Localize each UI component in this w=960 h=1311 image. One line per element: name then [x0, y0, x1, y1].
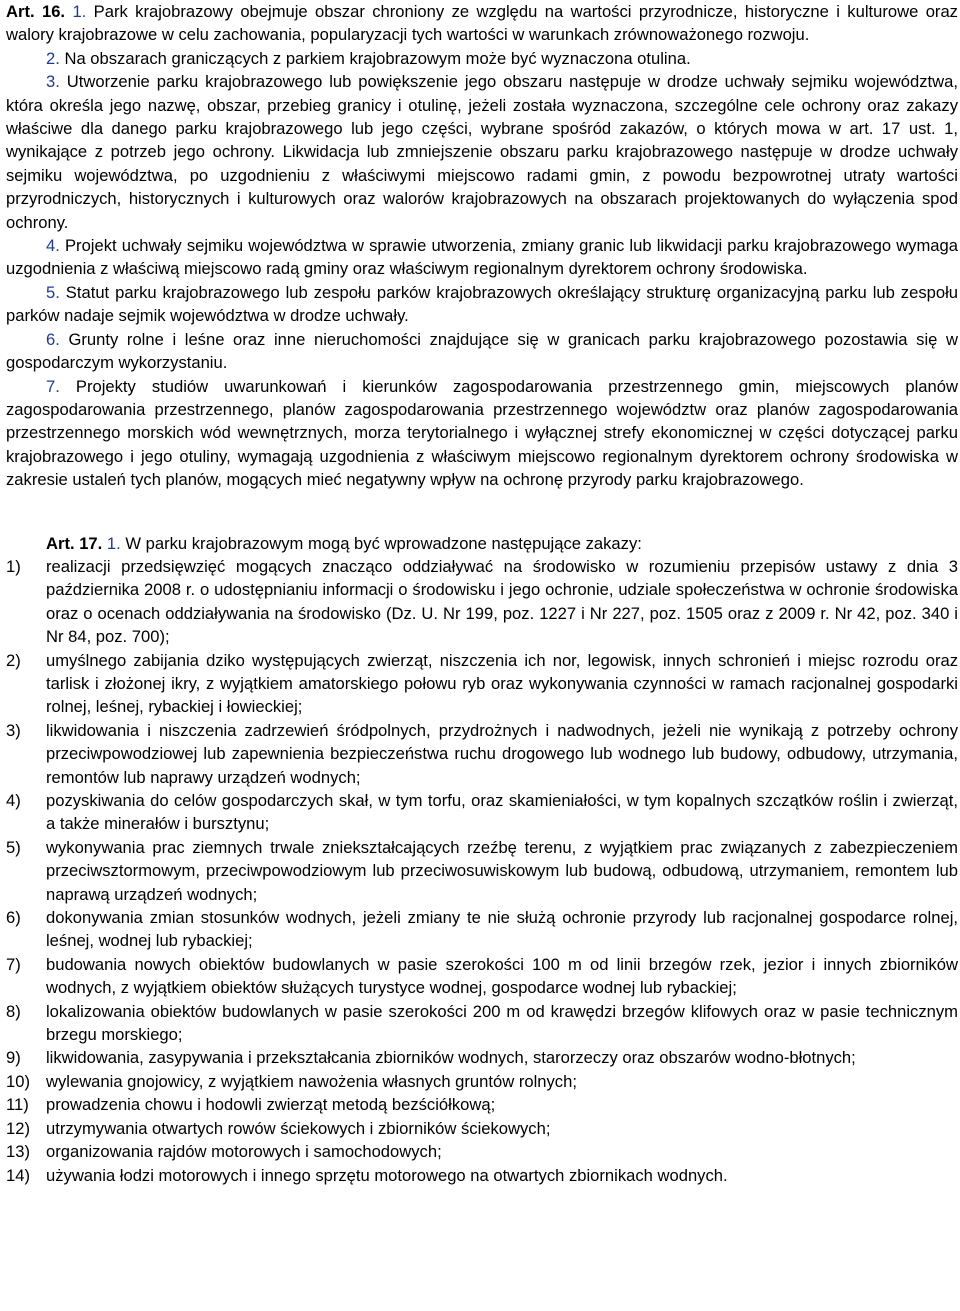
- art16-par2: [6, 47, 958, 70]
- list-item: [6, 649, 958, 719]
- art17-par1-number: 1.: [106, 533, 121, 553]
- art16-par3-text: Utworzenie parku krajobrazowego lub powiększenie jego obszaru następuje w drodze uchwały sejmiku województwa, która określa jego nazwę, obszar, przebieg granicy i otulinę, jeżeli została wyznaczona, szczególne cele ochrony oraz zakazy właściwe dla danego parku krajobrazowego lub jego części, wybrane spośród zakazów, o których mowa w art. 17 ust. 1, wynikające z potrzeb jego ochrony. Likwidacja lub zmniejszenie obszaru parku krajobrazowego następuje w drodze uchwały sejmiku województwa, po uzgodnieniu z właściwymi miejscowo radami gmin, z powodu bezpowrotnej utraty wartości przyrodniczych, historycznych i kulturowych oraz walorów krajobrazowych na obszarach projektowanych do wyłączenia spod ochrony.: [6, 72, 958, 232]
- list-item: [6, 555, 958, 649]
- art16-par2-number: 2.: [46, 48, 60, 68]
- art16-par7-number: 7.: [46, 376, 60, 396]
- list-item-text: budowania nowych obiektów budowlanych w pasie szerokości 100 m od linii brzegów rzek, jezior i innych zbiorników wodnych, z wyjątkiem obiektów służących turystyce wodnej, gospodarce wodnej lub rybackiej;: [46, 954, 958, 998]
- art16-par6-number: 6.: [46, 329, 60, 349]
- art16-par6-text: Grunty rolne i leśne oraz inne nieruchomości znajdujące się w granicach parku krajobrazowego pozostawia się w gospodarczym wykorzystaniu.: [6, 329, 958, 373]
- list-item-number: 3): [6, 720, 21, 740]
- art16-par7-text: Projekty studiów uwarunkowań i kierunków zagospodarowania przestrzennego gmin, miejscowych planów zagospodarowania przestrzennego, planów zagospodarowania przestrzennego województw oraz planów zagospodarowania przestrzennego morskich wód wewnętrznych, morza terytorialnego i wyłącznej strefy ekonomicznej w części dotyczącej parku krajobrazowego i jego otuliny, wymagają uzgodnienia z właściwym miejscowo regionalnym dyrektorem ochrony środowiska w zakresie ustaleń tych planów, mogących mieć negatywny wpływ na ochronę przyrody parku krajobrazowego.: [6, 376, 958, 490]
- art16-par5: [6, 281, 958, 328]
- list-item: [6, 1093, 958, 1116]
- list-item-number: 12): [6, 1118, 30, 1138]
- list-item-number: 14): [6, 1165, 30, 1185]
- list-item: [6, 1140, 958, 1163]
- list-item: [6, 953, 958, 1000]
- art16-par5-text: Statut parku krajobrazowego lub zespołu parków krajobrazowych określający strukturę organizacyjną parku lub zespołu parków nadaje sejmik województwa w drodze uchwały.: [6, 282, 958, 326]
- list-item: [6, 1164, 958, 1187]
- list-item-text: realizacji przedsięwzięć mogących znacząco oddziaływać na środowisko w rozumieniu przepisów ustawy z dnia 3 października 2008 r. o udostępnianiu informacji o środowisku i jego ochronie, udziale społeczeństwa w ochronie środowiska oraz o ocenach oddziaływania na środowisko (Dz. U. Nr 199, poz. 1227 i Nr 227, poz. 1505 oraz z 2009 r. Nr 42, poz. 340 i Nr 84, poz. 700);: [46, 556, 958, 647]
- list-item-text: wylewania gnojowicy, z wyjątkiem nawożenia własnych gruntów rolnych;: [46, 1071, 577, 1091]
- art16-par3: [6, 70, 958, 234]
- list-item: [6, 1046, 958, 1069]
- art16-par1-text: Park krajobrazowy obejmuje obszar chroniony ze względu na wartości przyrodnicze, historyczne i kulturowe oraz walory krajobrazowe w celu zachowania, popularyzacji tych wartości w warunkach zrównoważonego rozwoju.: [6, 2, 958, 45]
- art16-par1: [6, 0, 958, 47]
- article-spacer: [6, 492, 958, 532]
- list-item-text: organizowania rajdów motorowych i samochodowych;: [46, 1142, 442, 1162]
- prohibitions-list: [6, 555, 958, 1187]
- list-item-text: likwidowania, zasypywania i przekształcania zbiorników wodnych, starorzeczy oraz obszarów wodno-błotnych;: [46, 1048, 856, 1068]
- list-item-text: umyślnego zabijania dziko występujących zwierząt, niszczenia ich nor, legowisk, innych schronień i miejsc rozrodu oraz tarlisk i złożonej ikry, z wyjątkiem amatorskiego połowu ryb oraz wykonywania czynności w ramach racjonalnej gospodarki rolnej, leśnej, rybackiej i łowieckiej;: [46, 650, 958, 717]
- list-item-number: 7): [6, 954, 21, 974]
- list-item-number: 6): [6, 908, 21, 928]
- art16-heading: Art. 16.: [6, 2, 66, 21]
- document-page: [6, 0, 958, 1187]
- art16-par6: [6, 328, 958, 375]
- list-item-text: używania łodzi motorowych i innego sprzętu motorowego na otwartych zbiornikach wodnych.: [46, 1165, 728, 1185]
- art16-par7: [6, 375, 958, 492]
- list-item-text: wykonywania prac ziemnych trwale zniekształcających rzeźbę terenu, z wyjątkiem prac związanych z zabezpieczeniem przeciwsztormowym, przeciwpowodziowym lub przeciwosuwiskowym lub budową, odbudową, utrzymaniem, remontem lub naprawą urządzeń wodnych;: [46, 837, 958, 904]
- list-item: [6, 789, 958, 836]
- list-item: [6, 1000, 958, 1047]
- list-item-number: 4): [6, 791, 21, 810]
- list-item-number: 9): [6, 1048, 21, 1068]
- art17-par1-text: W parku krajobrazowym mogą być wprowadzone następujące zakazy:: [125, 533, 642, 553]
- list-item: [6, 836, 958, 906]
- list-item-text: utrzymywania otwartych rowów ściekowych i zbiorników ściekowych;: [46, 1118, 551, 1138]
- list-item-number: 5): [6, 837, 21, 857]
- list-item-number: 8): [6, 1001, 21, 1021]
- art16-par3-number: 3.: [46, 72, 60, 92]
- list-item-number: 10): [6, 1071, 30, 1091]
- list-item: [6, 719, 958, 789]
- list-item-text: dokonywania zmian stosunków wodnych, jeżeli zmiany te nie służą ochronie przyrody lub racjonalnej gospodarce rolnej, leśnej, wodnej lub rybackiej;: [46, 908, 958, 951]
- art16-par2-text: Na obszarach graniczących z parkiem krajobrazowym może być wyznaczona otulina.: [64, 48, 691, 68]
- art17-par1: [6, 532, 958, 555]
- list-item-text: pozyskiwania do celów gospodarczych skał, w tym torfu, oraz skamieniałości, w tym kopalnych szczątków roślin i zwierząt, a także minerałów i bursztynu;: [46, 791, 958, 834]
- art16-par5-number: 5.: [46, 282, 60, 302]
- list-item-number: 2): [6, 650, 21, 670]
- list-item-number: 1): [6, 556, 21, 576]
- list-item: [6, 1070, 958, 1093]
- art16-par4: [6, 234, 958, 281]
- art16-par1-number: 1.: [72, 2, 87, 21]
- list-item-text: prowadzenia chowu i hodowli zwierząt metodą bezściółkową;: [46, 1095, 496, 1115]
- art16-par4-number: 4.: [46, 236, 60, 256]
- list-item: [6, 906, 958, 953]
- art16-par4-text: Projekt uchwały sejmiku województwa w sprawie utworzenia, zmiany granic lub likwidacji parku krajobrazowego wymaga uzgodnienia z właściwą miejscowo radą gminy oraz właściwym regionalnym dyrektorem ochrony środowiska.: [6, 236, 958, 279]
- list-item-text: likwidowania i niszczenia zadrzewień śródpolnych, przydrożnych i nadwodnych, jeżeli nie wynikają z potrzeby ochrony przeciwpowodziowej lub zapewnienia bezpieczeństwa ruchu drogowego lub wodnego lub budowy, odbudowy, utrzymania, remontów lub naprawy urządzeń wodnych;: [46, 720, 958, 787]
- list-item-number: 11): [6, 1095, 29, 1115]
- list-item-text: lokalizowania obiektów budowlanych w pasie szerokości 200 m od krawędzi brzegów klifowych oraz w pasie technicznym brzegu morskiego;: [46, 1001, 958, 1045]
- list-item-number: 13): [6, 1142, 30, 1162]
- art17-heading: Art. 17.: [46, 533, 103, 553]
- list-item: [6, 1117, 958, 1140]
